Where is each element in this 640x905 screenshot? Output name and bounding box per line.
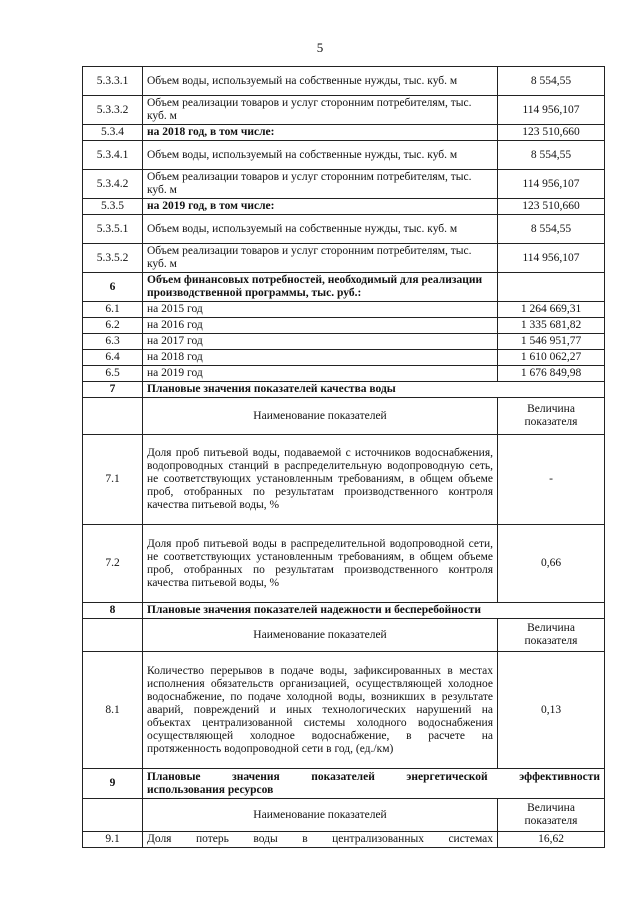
- row-value: 1 610 062,27: [498, 350, 605, 366]
- row-description: Доля проб питьевой воды в распределительной водопроводной сети, не соответствующих установленным требованиям, в общем объеме проб, отобранных по результатам производственного контроля качества питьевой воды, %: [143, 525, 498, 603]
- table-row: [83, 350, 605, 366]
- row-description: на 2019 год, в том числе:: [143, 199, 498, 215]
- row-description: Объем воды, используемый на собственные нужды, тыс. куб. м: [143, 141, 498, 170]
- row-value: 114 956,107: [498, 170, 605, 199]
- table-row: [83, 199, 605, 215]
- column-header-name: Наименование показателей: [143, 799, 498, 832]
- row-description: Количество перерывов в подаче воды, зафиксированных в местах исполнения обязательств организацией, осуществляющей холодное водоснабжение, по подаче холодной воды, возникших в результате аварий, повреждений и иных технологических нарушений на объектах централизованной системы холодного водоснабжения осуществляющей холодное водоснабжение, в расчете на протяженность водопроводной сети в год, (ед./км): [143, 652, 498, 769]
- row-description: Объем реализации товаров и услуг сторонним потребителям, тыс. куб. м: [143, 244, 498, 273]
- section-9-header: [83, 769, 605, 799]
- program-table: [82, 66, 605, 848]
- table-row: [83, 435, 605, 525]
- column-header-name: Наименование показателей: [143, 398, 498, 435]
- table-row: [83, 215, 605, 244]
- table-row: [83, 366, 605, 382]
- table-row: [83, 125, 605, 141]
- column-header-value: Величина показателя: [498, 799, 605, 832]
- row-value: 1 546 951,77: [498, 334, 605, 350]
- row-value: 1 264 669,31: [498, 302, 605, 318]
- row-number: 8.1: [83, 652, 143, 769]
- row-number: 6.4: [83, 350, 143, 366]
- column-header-row: [83, 619, 605, 652]
- row-number: 6.2: [83, 318, 143, 334]
- table-row: [83, 244, 605, 273]
- row-description: на 2018 год, в том числе:: [143, 125, 498, 141]
- row-description: Доля потерь воды в централизованных системах: [143, 832, 498, 848]
- row-description: Объем реализации товаров и услуг сторонним потребителям, тыс. куб. м: [143, 170, 498, 199]
- section-8-header: [83, 603, 605, 619]
- row-value: 123 510,660: [498, 199, 605, 215]
- row-number: 5.3.4.1: [83, 141, 143, 170]
- row-description: Объем воды, используемый на собственные нужды, тыс. куб. м: [143, 67, 498, 96]
- row-description: на 2019 год: [143, 366, 498, 382]
- row-value: 0,13: [498, 652, 605, 769]
- section-title: Объем финансовых потребностей, необходимый для реализации производственной программы, тыс. руб.:: [143, 273, 498, 302]
- section-title: [143, 769, 605, 799]
- table-row: [83, 832, 605, 848]
- section-number: 8: [83, 603, 143, 619]
- row-description: Объем реализации товаров и услуг сторонним потребителям, тыс. куб. м: [143, 96, 498, 125]
- row-value: -: [498, 435, 605, 525]
- row-description: на 2016 год: [143, 318, 498, 334]
- table-row: [83, 318, 605, 334]
- table-row: [83, 141, 605, 170]
- row-number: 5.3.5: [83, 199, 143, 215]
- row-number: 6.3: [83, 334, 143, 350]
- row-value: 123 510,660: [498, 125, 605, 141]
- column-header-row: [83, 398, 605, 435]
- row-description: на 2015 год: [143, 302, 498, 318]
- page-number: 5: [316, 40, 324, 55]
- row-number: 6.1: [83, 302, 143, 318]
- table-row: [83, 525, 605, 603]
- table-row: [83, 334, 605, 350]
- row-description: Объем воды, используемый на собственные нужды, тыс. куб. м: [143, 215, 498, 244]
- row-value: 1 335 681,82: [498, 318, 605, 334]
- section-7-header: [83, 382, 605, 398]
- empty-cell: [498, 273, 605, 302]
- row-number: 6.5: [83, 366, 143, 382]
- section-title-line-2: использования ресурсов: [147, 783, 274, 796]
- section-title: Плановые значения показателей надежности и бесперебойности: [143, 603, 605, 619]
- column-header-name: Наименование показателей: [143, 619, 498, 652]
- table-row: [83, 302, 605, 318]
- row-value: 114 956,107: [498, 96, 605, 125]
- row-number: 9.1: [83, 832, 143, 848]
- row-number: 5.3.4.2: [83, 170, 143, 199]
- section-number: 7: [83, 382, 143, 398]
- section-6-header: [83, 273, 605, 302]
- column-header-value: Величина показателя: [498, 619, 605, 652]
- row-number: 5.3.3.2: [83, 96, 143, 125]
- row-description: Доля проб питьевой воды, подаваемой с источников водоснабжения, водопроводных станций в распределительную водопроводную сеть, не соответствующих установленным требованиям, в общем объеме проб, отобранных по результатам производственного контроля качества питьевой воды, %: [143, 435, 498, 525]
- empty-cell: [83, 398, 143, 435]
- empty-cell: [83, 799, 143, 832]
- section-title: Плановые значения показателей качества воды: [143, 382, 605, 398]
- row-number: 5.3.5.2: [83, 244, 143, 273]
- row-value: 16,62: [498, 832, 605, 848]
- row-number: 5.3.4: [83, 125, 143, 141]
- table-row: [83, 67, 605, 96]
- row-number: 5.3.5.1: [83, 215, 143, 244]
- section-number: 6: [83, 273, 143, 302]
- table-row: [83, 96, 605, 125]
- section-title-line-1: Плановые значения показателей энергетической эффективности: [147, 770, 600, 783]
- table-row: [83, 652, 605, 769]
- row-number: 5.3.3.1: [83, 67, 143, 96]
- row-value: 1 676 849,98: [498, 366, 605, 382]
- row-value: 114 956,107: [498, 244, 605, 273]
- empty-cell: [83, 619, 143, 652]
- row-description: на 2017 год: [143, 334, 498, 350]
- row-description: на 2018 год: [143, 350, 498, 366]
- row-number: 7.1: [83, 435, 143, 525]
- row-number: 7.2: [83, 525, 143, 603]
- row-value: 0,66: [498, 525, 605, 603]
- column-header-row: [83, 799, 605, 832]
- row-value: 8 554,55: [498, 67, 605, 96]
- row-value: 8 554,55: [498, 215, 605, 244]
- row-value: 8 554,55: [498, 141, 605, 170]
- column-header-value: Величина показателя: [498, 398, 605, 435]
- table-row: [83, 170, 605, 199]
- section-number: 9: [83, 769, 143, 799]
